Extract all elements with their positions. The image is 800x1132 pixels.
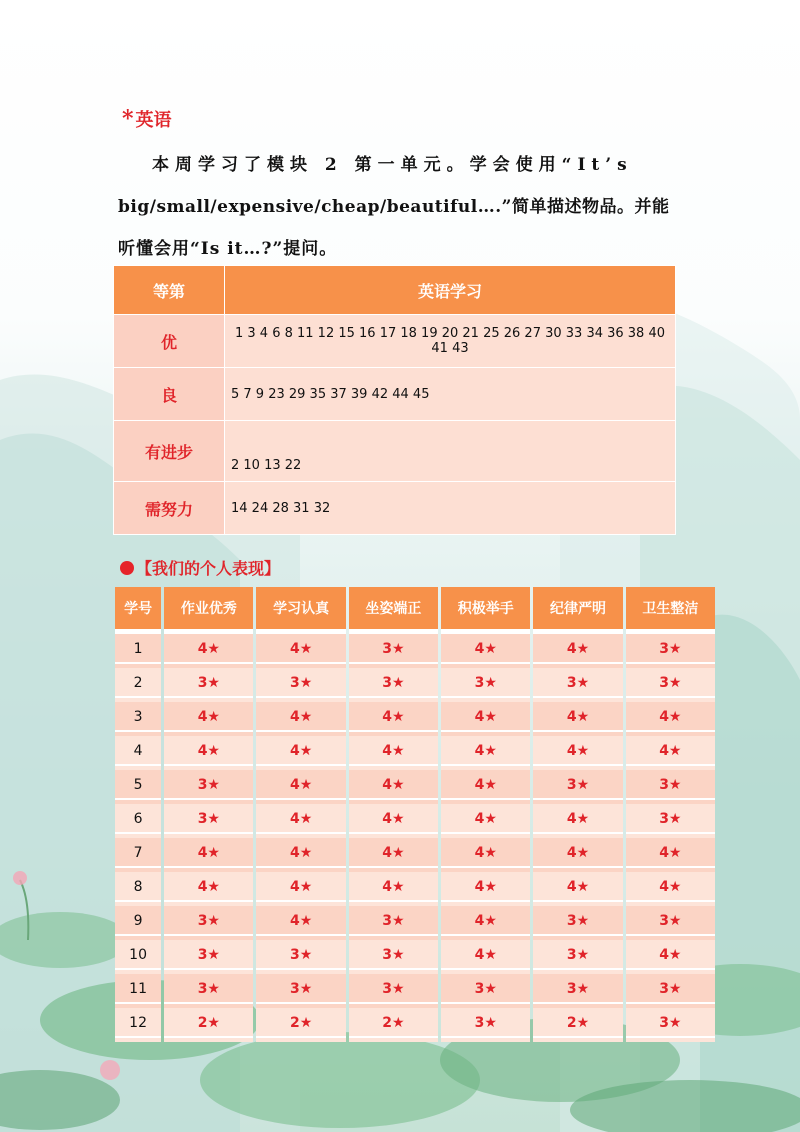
posture-cell: 4★ xyxy=(349,702,438,736)
table-row xyxy=(115,668,715,702)
study-attitude-cell: 4★ xyxy=(256,770,345,804)
discipline-cell: 3★ xyxy=(533,940,622,974)
english-heading-text: 英语 xyxy=(135,110,172,131)
hygiene-cell: 4★ xyxy=(626,702,715,736)
grade-level-label: 良 xyxy=(114,368,225,421)
homework-cell: 2★ xyxy=(164,1008,253,1042)
posture-cell: 4★ xyxy=(349,872,438,906)
table-row xyxy=(115,702,715,736)
header-hand-raising: 积极举手 xyxy=(441,587,530,634)
homework-cell: 4★ xyxy=(164,634,253,668)
hand-raising-cell: 4★ xyxy=(441,838,530,872)
grade-row-needs-effort xyxy=(114,482,676,535)
hygiene-cell: 3★ xyxy=(626,1008,715,1042)
hand-raising-cell: 3★ xyxy=(441,668,530,702)
table-row xyxy=(115,872,715,906)
homework-cell: 4★ xyxy=(164,838,253,872)
discipline-cell: 4★ xyxy=(533,736,622,770)
hand-raising-cell: 4★ xyxy=(441,872,530,906)
performance-table xyxy=(112,587,718,1042)
student-id-cell: 4 xyxy=(115,736,161,770)
discipline-cell: 4★ xyxy=(533,872,622,906)
table-row xyxy=(115,838,715,872)
hygiene-cell: 4★ xyxy=(626,940,715,974)
hand-raising-cell: 3★ xyxy=(441,974,530,1008)
grade-student-numbers: 2 10 13 22 xyxy=(225,421,676,482)
table-row xyxy=(115,770,715,804)
discipline-cell: 4★ xyxy=(533,838,622,872)
hygiene-cell: 4★ xyxy=(626,872,715,906)
posture-cell: 3★ xyxy=(349,974,438,1008)
posture-cell: 3★ xyxy=(349,634,438,668)
hand-raising-cell: 4★ xyxy=(441,634,530,668)
discipline-cell: 4★ xyxy=(533,804,622,838)
grade-level-label: 有进步 xyxy=(114,421,225,482)
grade-table xyxy=(113,265,676,535)
posture-cell: 2★ xyxy=(349,1008,438,1042)
hygiene-cell: 3★ xyxy=(626,906,715,940)
hygiene-cell: 3★ xyxy=(626,668,715,702)
performance-heading-text: 【我们的个人表现】 xyxy=(136,559,281,578)
grade-row-good xyxy=(114,368,676,421)
grade-row-improved xyxy=(114,421,676,482)
table-row xyxy=(115,906,715,940)
study-attitude-cell: 3★ xyxy=(256,974,345,1008)
hand-raising-cell: 3★ xyxy=(441,1008,530,1042)
study-attitude-cell: 4★ xyxy=(256,804,345,838)
posture-cell: 4★ xyxy=(349,838,438,872)
homework-cell: 3★ xyxy=(164,906,253,940)
study-attitude-cell: 4★ xyxy=(256,702,345,736)
posture-cell: 3★ xyxy=(349,906,438,940)
student-id-cell: 7 xyxy=(115,838,161,872)
english-paragraph-line-1: 本周学习了模块 2 第一单元。学会使用“It’s xyxy=(152,155,633,175)
homework-cell: 4★ xyxy=(164,702,253,736)
table-row xyxy=(115,974,715,1008)
hand-raising-cell: 4★ xyxy=(441,906,530,940)
table-row xyxy=(115,940,715,974)
study-attitude-cell: 4★ xyxy=(256,634,345,668)
discipline-cell: 2★ xyxy=(533,1008,622,1042)
hygiene-cell: 3★ xyxy=(626,770,715,804)
discipline-cell: 3★ xyxy=(533,770,622,804)
homework-cell: 3★ xyxy=(164,770,253,804)
posture-cell: 4★ xyxy=(349,770,438,804)
study-attitude-cell: 3★ xyxy=(256,940,345,974)
hand-raising-cell: 4★ xyxy=(441,804,530,838)
homework-cell: 3★ xyxy=(164,668,253,702)
hygiene-cell: 3★ xyxy=(626,804,715,838)
grade-student-numbers: 14 24 28 31 32 xyxy=(225,482,676,535)
grade-level-label: 优 xyxy=(114,315,225,368)
homework-cell: 4★ xyxy=(164,736,253,770)
hand-raising-cell: 4★ xyxy=(441,770,530,804)
hand-raising-cell: 4★ xyxy=(441,940,530,974)
homework-cell: 3★ xyxy=(164,804,253,838)
student-id-cell: 1 xyxy=(115,634,161,668)
discipline-cell: 3★ xyxy=(533,974,622,1008)
homework-cell: 4★ xyxy=(164,872,253,906)
grade-student-numbers: 1 3 4 6 8 11 12 15 16 17 18 19 20 21 25 26 27 30 33 34 36 38 40 41 43 xyxy=(225,315,676,368)
student-id-cell: 3 xyxy=(115,702,161,736)
discipline-cell: 3★ xyxy=(533,668,622,702)
discipline-cell: 4★ xyxy=(533,634,622,668)
study-attitude-cell: 2★ xyxy=(256,1008,345,1042)
header-hygiene: 卫生整洁 xyxy=(626,587,715,634)
star-icon: * xyxy=(122,106,134,132)
table-row xyxy=(115,736,715,770)
grade-header-level: 等第 xyxy=(114,266,225,315)
homework-cell: 3★ xyxy=(164,974,253,1008)
hygiene-cell: 4★ xyxy=(626,838,715,872)
english-section-heading xyxy=(122,106,172,132)
english-paragraph-line-2: big/small/expensive/cheap/beautiful….”简单描述物品。并能 xyxy=(118,197,670,217)
discipline-cell: 4★ xyxy=(533,702,622,736)
homework-cell: 3★ xyxy=(164,940,253,974)
study-attitude-cell: 4★ xyxy=(256,838,345,872)
posture-cell: 3★ xyxy=(349,940,438,974)
hygiene-cell: 3★ xyxy=(626,974,715,1008)
posture-cell: 3★ xyxy=(349,668,438,702)
table-row xyxy=(115,634,715,668)
discipline-cell: 3★ xyxy=(533,906,622,940)
student-id-cell: 11 xyxy=(115,974,161,1008)
student-id-cell: 8 xyxy=(115,872,161,906)
study-attitude-cell: 4★ xyxy=(256,736,345,770)
student-id-cell: 10 xyxy=(115,940,161,974)
study-attitude-cell: 4★ xyxy=(256,872,345,906)
grade-row-excellent xyxy=(114,315,676,368)
posture-cell: 4★ xyxy=(349,804,438,838)
grade-student-numbers: 5 7 9 23 29 35 37 39 42 44 45 xyxy=(225,368,676,421)
posture-cell: 4★ xyxy=(349,736,438,770)
grade-header-subject: 英语学习 xyxy=(225,266,676,315)
header-study-attitude: 学习认真 xyxy=(256,587,345,634)
english-paragraph-line-3: 听懂会用“Is it…?”提问。 xyxy=(118,239,338,259)
student-id-cell: 6 xyxy=(115,804,161,838)
hygiene-cell: 3★ xyxy=(626,634,715,668)
student-id-cell: 5 xyxy=(115,770,161,804)
student-id-cell: 2 xyxy=(115,668,161,702)
performance-header-row xyxy=(115,587,715,634)
grade-table-header-row xyxy=(114,266,676,315)
hygiene-cell: 4★ xyxy=(626,736,715,770)
header-student-id: 学号 xyxy=(115,587,161,634)
hand-raising-cell: 4★ xyxy=(441,702,530,736)
student-id-cell: 12 xyxy=(115,1008,161,1042)
performance-section-heading xyxy=(120,556,280,579)
table-row xyxy=(115,1008,715,1042)
header-posture: 坐姿端正 xyxy=(349,587,438,634)
study-attitude-cell: 3★ xyxy=(256,668,345,702)
performance-table-body xyxy=(115,634,715,1042)
hand-raising-cell: 4★ xyxy=(441,736,530,770)
header-discipline: 纪律严明 xyxy=(533,587,622,634)
study-attitude-cell: 4★ xyxy=(256,906,345,940)
table-row xyxy=(115,804,715,838)
student-id-cell: 9 xyxy=(115,906,161,940)
header-homework: 作业优秀 xyxy=(164,587,253,634)
grade-level-label: 需努力 xyxy=(114,482,225,535)
bullet-dot-icon xyxy=(120,561,134,575)
